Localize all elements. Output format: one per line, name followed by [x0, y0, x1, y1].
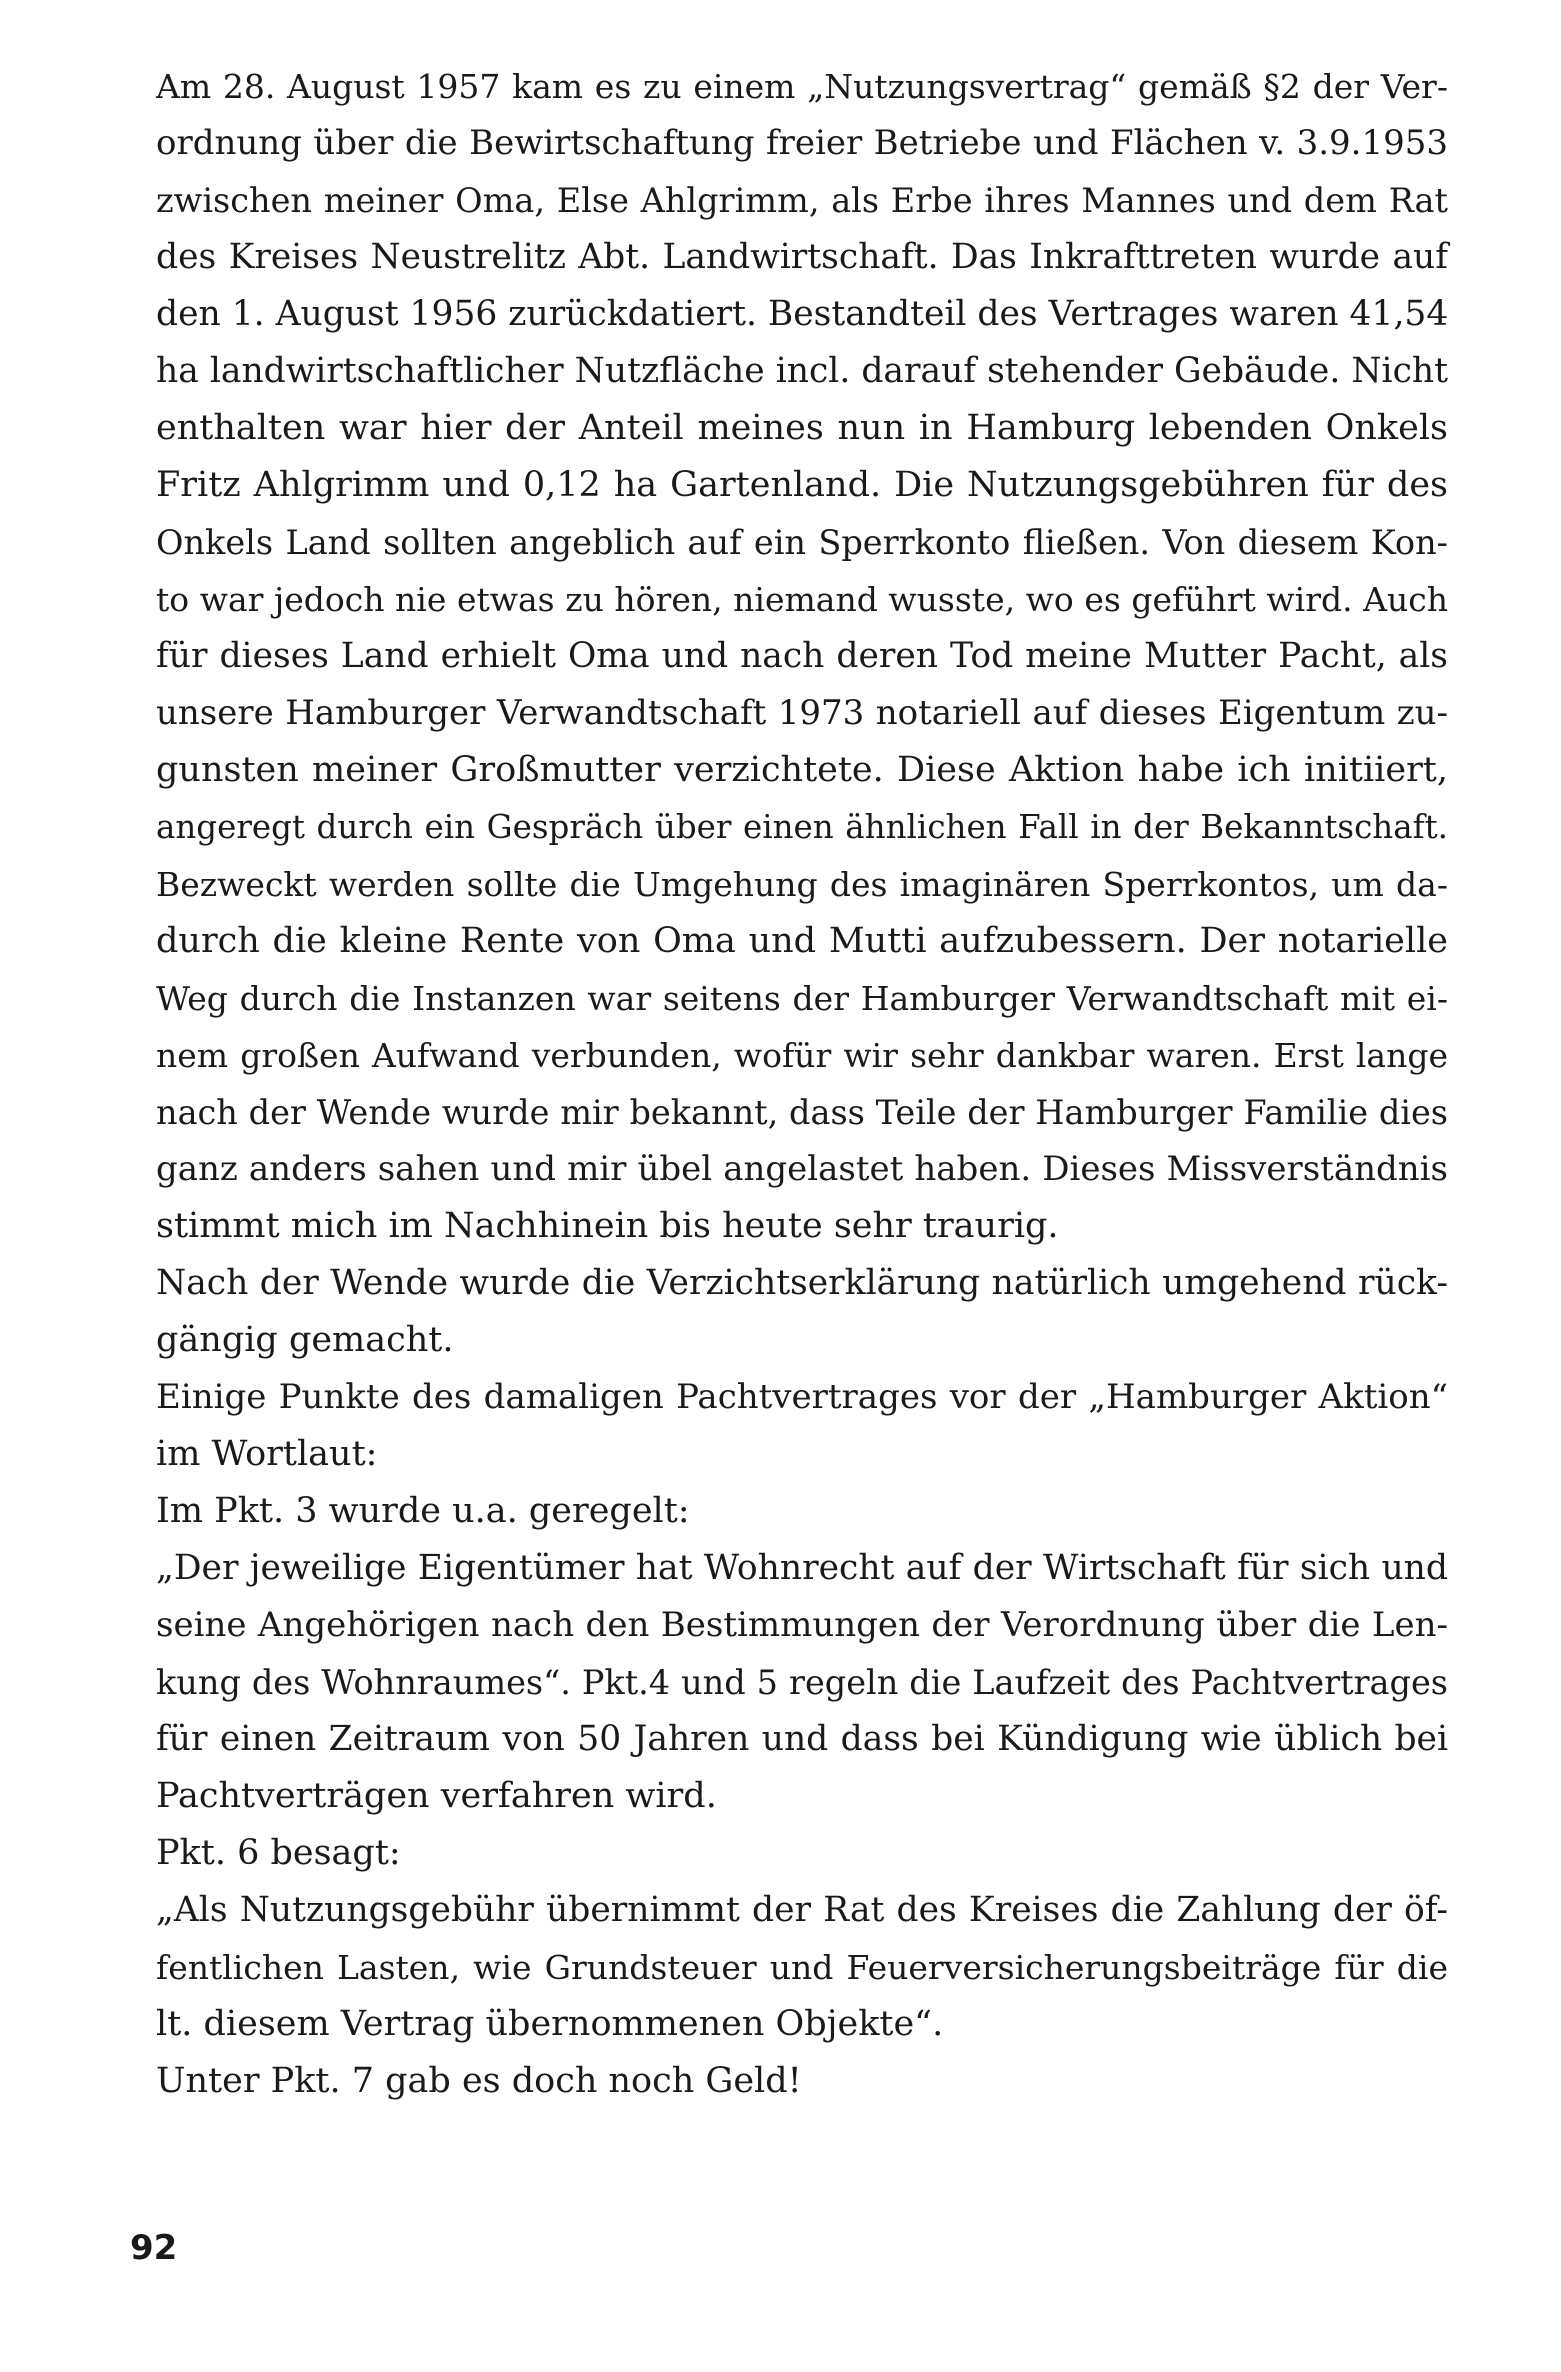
body-text [156, 58, 1448, 2110]
text-line: Unter Pkt. 7 gab es doch noch Geld! [156, 2061, 802, 2101]
text-line: seine Angehörigen nach den Bestimmungen der Verordnung über die Len- [156, 1605, 1448, 1645]
text-line: angeregt durch ein Gespräch über einen ähnlichen Fall in der Bekanntschaft. [156, 808, 1448, 846]
text-line: den 1. August 1956 zurückdatiert. Bestandteil des Vertrages waren 41,54 [156, 294, 1449, 334]
text-line: Einige Punkte des damaligen Pachtvertrages vor der „Hamburger Aktion“ [156, 1377, 1448, 1417]
text-line: zwischen meiner Oma, Else Ahlgrimm, als Erbe ihres Mannes und dem Rat [156, 181, 1448, 220]
paragraph [156, 58, 1448, 1255]
text-line: to war jedoch nie etwas zu hören, niemand wusste, wo es geführt wird. Auch [156, 580, 1448, 619]
paragraph [156, 1825, 1448, 1882]
text-line: „Der jeweilige Eigentümer hat Wohnrecht auf der Wirtschaft für sich und [156, 1548, 1448, 1588]
text-line: Pkt. 6 besagt: [156, 1833, 401, 1873]
text-line: gängig gemacht. [156, 1320, 454, 1360]
text-line: fentlichen Lasten, wie Grundsteuer und Feuerversicherungsbeiträge für die [156, 1948, 1448, 1987]
page-number: 92 [130, 2228, 178, 2268]
paragraph [156, 2053, 1448, 2110]
text-line: nach der Wende wurde mir bekannt, dass Teile der Hamburger Familie dies [156, 1093, 1448, 1132]
text-line: ha landwirtschaftlicher Nutzfläche incl. darauf stehender Gebäude. Nicht [156, 351, 1448, 391]
text-line: lt. diesem Vertrag übernommenen Objekte“. [156, 2004, 944, 2044]
text-line: nem großen Aufwand verbunden, wofür wir sehr dankbar waren. Erst lange [156, 1036, 1448, 1075]
paragraph [156, 1255, 1448, 1369]
text-line: „Als Nutzungsgebühr übernimmt der Rat des Kreises die Zahlung der öf- [156, 1890, 1448, 1930]
text-line: ordnung über die Bewirtschaftung freier Betriebe und Flächen v. 3.9.1953 [156, 123, 1448, 163]
text-line: im Wortlaut: [156, 1434, 378, 1474]
text-line: Nach der Wende wurde die Verzichtserklärung natürlich umgehend rück- [156, 1263, 1448, 1303]
text-line: Onkels Land sollten angeblich auf ein Sperrkonto fließen. Von diesem Kon- [156, 523, 1448, 562]
text-line: Fritz Ahlgrimm und 0,12 ha Gartenland. Die Nutzungsgebühren für des [156, 465, 1448, 505]
text-line: Im Pkt. 3 wurde u.a. geregelt: [156, 1491, 690, 1531]
paragraph [156, 1483, 1448, 1540]
paragraph [156, 1540, 1448, 1825]
text-line: für einen Zeitraum von 50 Jahren und dass bei Kündigung wie üblich bei [156, 1719, 1448, 1759]
text-line: des Kreises Neustrelitz Abt. Landwirtschaft. Das Inkrafttreten wurde auf [156, 237, 1448, 277]
text-line: Pachtverträgen verfahren wird. [156, 1776, 717, 1816]
text-line: unsere Hamburger Verwandtschaft 1973 notariell auf dieses Eigentum zu- [156, 693, 1448, 733]
paragraph [156, 1882, 1448, 2053]
text-line: Bezweckt werden sollte die Umgehung des imaginären Sperrkontos, um da- [156, 865, 1448, 904]
paragraph [156, 1369, 1448, 1483]
text-line: für dieses Land erhielt Oma und nach deren Tod meine Mutter Pacht, als [156, 636, 1448, 676]
text-line: Am 28. August 1957 kam es zu einem „Nutzungsvertrag“ gemäß §2 der Ver- [156, 67, 1448, 106]
text-line: enthalten war hier der Anteil meines nun in Hamburg lebenden Onkels [156, 408, 1448, 448]
text-line: kung des Wohnraumes“. Pkt.4 und 5 regeln die Laufzeit des Pachtvertrages [156, 1663, 1448, 1702]
text-line: durch die kleine Rente von Oma und Mutti aufzubessern. Der notarielle [156, 921, 1448, 961]
text-line: Weg durch die Instanzen war seitens der Hamburger Verwandtschaft mit ei- [156, 979, 1448, 1018]
text-line: stimmt mich im Nachhinein bis heute sehr traurig. [156, 1206, 1059, 1246]
text-line: gunsten meiner Großmutter verzichtete. Diese Aktion habe ich initiiert, [156, 750, 1448, 790]
text-line: ganz anders sahen und mir übel angelastet haben. Dieses Missverständnis [156, 1149, 1448, 1189]
